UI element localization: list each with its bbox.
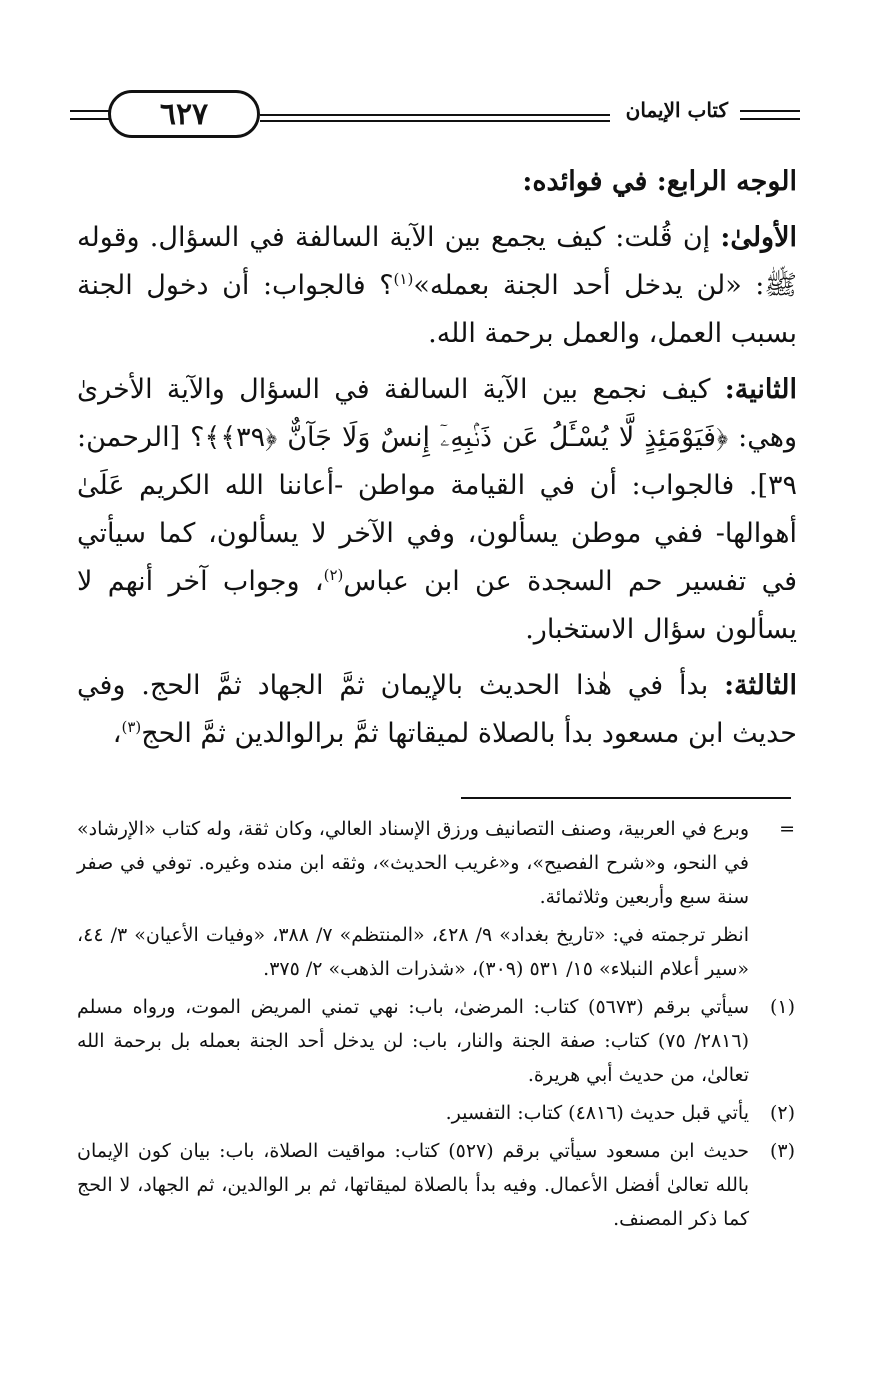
footnote-marker: (١) xyxy=(769,996,795,1018)
footnote-text: يأتي قبل حديث (٤٨١٦) كتاب: التفسير. xyxy=(445,1102,749,1124)
footnote-text: سيأتي برقم (٥٦٧٣) كتاب: المرضىٰ، باب: نهي تمني المريض الموت، ورواه مسلم (٢٨١٦/ ٧٥) كتاب: صفة الجنة والنار، باب: لن يدخل أحد الجنة بعمله بل برحمة الله تعالىٰ، من حديث أبي هريرة. xyxy=(77,996,749,1086)
footnote-references xyxy=(77,918,795,986)
footnote-text: حديث ابن مسعود سيأتي برقم (٥٢٧) كتاب: مواقيت الصلاة، باب: بيان كون الإيمان بالله تعالىٰ أفضل الأعمال. وفيه بدأ بالصلاة لميقاتها، ثم بر الوالدين، ثم الجهاد، لا الحج كما ذكر المصنف. xyxy=(77,1140,749,1230)
header-rule-left-bottom xyxy=(70,118,110,120)
book-title: كتاب الإيمان xyxy=(620,98,734,122)
footnote-text: وبرع في العربية، وصنف التصانيف ورزق الإسناد العالي، وكان ثقة، وله كتاب «الإرشاد» في النحو، و«شرح الفصيح»، و«غريب الحديث»، وثقه ابن منده وغيره. توفي في صفر سنة سبع وأربعين وثلاثمائة. xyxy=(77,818,749,908)
footnote-continuation xyxy=(77,812,795,914)
header-rule-middle-bottom xyxy=(260,120,610,122)
quran-verse: ﴿فَيَوْمَئِذٍ لَّا يُسْـَٔلُ عَن ذَنۢبِهِۦٓ إِنسٌ وَلَا جَآنٌّ ﴿٣٩﴾﴾ xyxy=(204,422,729,453)
paragraph-third-lead: الثالثة: xyxy=(724,670,797,701)
footnote-marker: (٢) xyxy=(769,1102,795,1124)
paragraph-second-lead: الثانية: xyxy=(724,374,797,405)
header-rule-right-top xyxy=(740,110,800,112)
paragraph-second-text-c: ، وجواب آخر أنهم لا يسألون سؤال الاستخبار. xyxy=(77,566,797,645)
paragraph-first xyxy=(77,214,797,358)
footnote-separator xyxy=(461,797,791,799)
footnote-marker: (٣) xyxy=(769,1140,795,1162)
footnote-2 xyxy=(77,1096,795,1130)
paragraph-second xyxy=(77,366,797,654)
paragraph-first-lead: الأولىٰ: xyxy=(720,222,797,253)
paragraph-second-text-a: كيف نجمع بين الآية السالفة في السؤال والآية الأخرىٰ وهي: xyxy=(77,374,797,453)
paragraph-third xyxy=(77,662,797,758)
paragraph-second-text-b: ؟ [الرحمن: ٣٩]. فالجواب: أن في القيامة مواطن -أعاننا الله الكريم عَلَىٰ أهوالها- ففي موطن يسألون، وفي الآخر لا يسألون، كما سيأتي في تفسير حم السجدة عن ابن عباس xyxy=(77,422,798,597)
header-rule-left-top xyxy=(70,110,110,112)
footnote-marker xyxy=(749,918,795,986)
footnote-marker: = xyxy=(779,818,795,840)
paragraph-third-text-b: ، xyxy=(112,718,122,749)
header-rule-right-bottom xyxy=(740,118,800,120)
page-number: ٦٢٧ xyxy=(108,90,260,138)
section-heading: الوجه الرابع: في فوائده: xyxy=(522,166,797,197)
page-header xyxy=(70,88,800,138)
footnote-text: انظر ترجمته في: «تاريخ بغداد» ٩/ ٤٢٨، «المنتظم» ٧/ ٣٨٨، «وفيات الأعيان» ٣/ ٤٤، «سير أعلام النبلاء» ١٥/ ٥٣١ (٣٠٩)، «شذرات الذهب» ٢/ ٣٧٥. xyxy=(77,924,749,980)
header-rule-middle-top xyxy=(260,114,610,116)
main-text xyxy=(77,158,797,766)
footnote-ref-2: (٢) xyxy=(323,566,344,584)
paragraph-first-text-b: ؟ فالجواب: أن دخول الجنة بسبب العمل، والعمل برحمة الله. xyxy=(77,270,797,349)
paragraph-third-text-a: بدأ في هٰذا الحديث بالإيمان ثمَّ الجهاد ثمَّ الحج. وفي حديث ابن مسعود بدأ بالصلاة لميقاتها ثمَّ برالوالدين ثمَّ الحج xyxy=(77,670,797,749)
footnote-3 xyxy=(77,1134,795,1236)
footnotes xyxy=(77,812,795,1240)
footnote-ref-3: (٣) xyxy=(121,718,142,736)
footnote-1 xyxy=(77,990,795,1092)
paragraph-first-text-a: إن قُلت: كيف يجمع بين الآية السالفة في السؤال. وقوله ﷺ: «لن يدخل أحد الجنة بعمله» xyxy=(77,222,797,301)
footnote-ref-1: (١) xyxy=(393,270,414,288)
